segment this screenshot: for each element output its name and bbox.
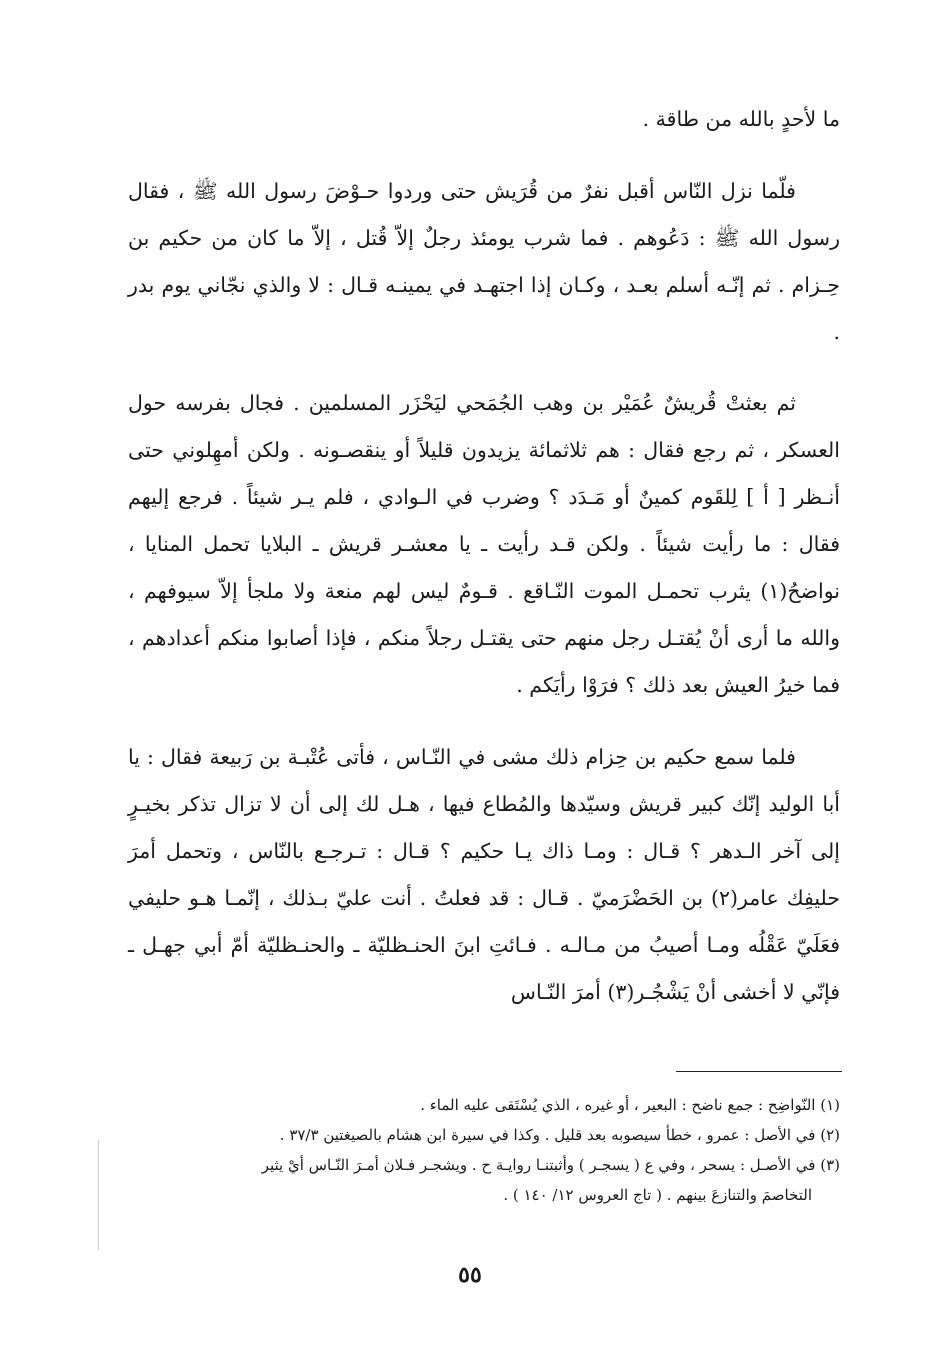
paragraph-2 bbox=[128, 380, 840, 709]
footnote-3-continuation: التخاصمَ والتنازعَ بينهم . ( تاج العروس ١٢/ ١٤٠ ) . bbox=[503, 1186, 812, 1204]
paragraph-text: فلما سمع حكيم بن حِزام ذلك مشى في النّـاس ، فأتى عُتْبـة بن رَبيعة فقال : يا أبا الوليد إنّك كبير قريش وسيّدها والمُطاع فيها ، هـل لك إلى أن لا تزال تذكر بخيـرٍ إلى آخر الـدهر ؟ قـال : ومـا ذاك يـا حكيم ؟ قـال : تـرجـع بالنّاس ، وتحمل أمرَ حليفِك عامر(٢) بن الحَضْرَميّ . قـال : قد فعلتُ . أنت عليّ بـذلك ، إنّمـا هـو حليفي فعَلَيّ عَقْلُه ومـا أصيبُ من مـالـه . فـائتِ ابنَ الحنـظليّة ـ والحنـظليّة أمّ أبي جهـل ـ فإنّي لا أخشى أنْ يَشْجُـر(٣) أمرَ النّـاس bbox=[128, 745, 840, 1004]
scan-margin-mark bbox=[98, 1140, 99, 1250]
footnotes bbox=[130, 1090, 840, 1210]
paragraph-text: ثم بعثتْ قُريشٌ عُمَيْر بن وهب الجُمَحي ليَحْزَر المسلمين . فجال بفرسه حول العسكر ، ثم رجع فقال : هم ثلاثمائة يزيدون قليلاً أو ينقصـونه . ولكن أمهِلوني حتى أنـظر [ أ ] لِلقَوم كمينٌ أو مَـدَد ؟ وضرب في الـوادي ، فلم يـر شيئاً . فرجع إليهم فقال : ما رأيت شيئاً . ولكن قـد رأيت ـ يا معشـر قريش ـ البلايا تحمل المنايا ، نواضحُ(١) يثرب تحمـل الموت النّـاقع . قـومٌ ليس لهم منعة ولا ملجأ إلاّ سيوفهم ، والله ما أرى أنْ يُقتـل رجل منهم حتى يقتـل رجلاً منكم ، فإذا أصابوا منكم أعدادهم ، فما خيرُ العيش بعد ذلك ؟ فرَوْا رأيَكم . bbox=[128, 391, 840, 697]
footnote-2: (٢) في الأصل : عمرو ، خطأ سيصوبه بعد قليل . وكذا في سيرة ابن هشام بالصيغتين ٣٧/٣ . bbox=[279, 1126, 840, 1144]
paragraph-text: ما لأحدٍ بالله من طاقة . bbox=[642, 107, 840, 131]
footnote-1: (١) النّواضِح : جمع ناضح : البعير ، أو غيره ، الذي يُسْتَقى عليه الماء . bbox=[420, 1096, 840, 1114]
page-number: ٥٥ bbox=[458, 1262, 482, 1288]
paragraph-continuation bbox=[128, 96, 840, 143]
footnote-3: (٣) في الأصـل : يسحر ، وفي ع ( يسجـر ) وأثبتنـا روايـة ح . ويشجـر فـلان أمـرَ النّـاس أيْ يثير bbox=[261, 1156, 840, 1174]
paragraph-3 bbox=[128, 734, 840, 1016]
paragraph-text: فلّما نزل النّاس أقبل نفرٌ من قُرَيش حتى وردوا حـوْضَ رسول الله ﷺ ، فقال رسول الله ﷺ : دَعُوهم . فما شرب يومئذ رجلٌ إلاّ قُتل ، إلاّ ما كان من حكيم بن حِـزام . ثم إنّـه أسلم بعـد ، وكـان إذا اجتهـد في يمينـه قـال : لا والذي نجّاني يوم بدر . bbox=[128, 179, 840, 344]
footnote-separator bbox=[676, 1071, 842, 1072]
paragraph-1 bbox=[128, 168, 840, 356]
